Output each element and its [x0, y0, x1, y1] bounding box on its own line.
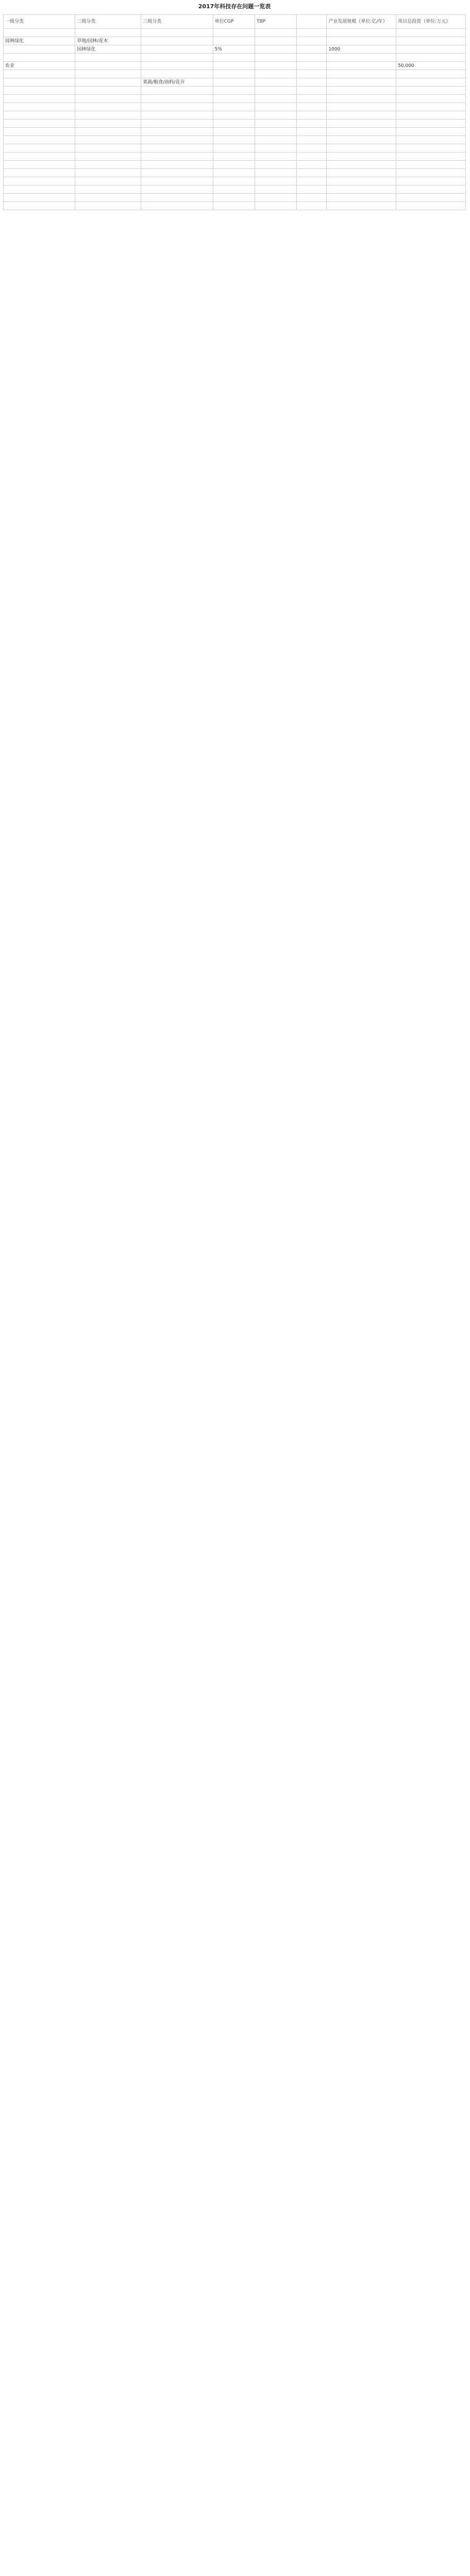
table-cell [396, 128, 466, 136]
table-cell [4, 95, 75, 103]
table-cell [4, 169, 75, 177]
table-cell [327, 29, 396, 37]
table-cell [4, 78, 75, 87]
table-cell [255, 37, 296, 45]
table-row [4, 177, 466, 185]
table-cell [141, 70, 213, 78]
table-cell [141, 95, 213, 103]
column-header [297, 15, 327, 29]
table-cell [4, 29, 75, 37]
table-cell [75, 78, 141, 87]
table-row [4, 169, 466, 177]
table-cell: 50,000 [396, 62, 466, 70]
table-cell [297, 161, 327, 169]
table-cell [141, 177, 213, 185]
table-cell [4, 136, 75, 144]
table-cell [327, 54, 396, 62]
table-row [4, 54, 466, 62]
table-cell [4, 87, 75, 95]
table-cell [4, 185, 75, 194]
document-title: 2017年科技存在问题一览表 [198, 3, 271, 10]
table-cell: 1000 [327, 45, 396, 54]
table-cell [327, 152, 396, 161]
table-cell [213, 161, 255, 169]
table-cell: 园林绿化 [4, 37, 75, 45]
table-cell [141, 194, 213, 202]
table-cell [141, 45, 213, 54]
table-cell [213, 87, 255, 95]
table-cell [213, 95, 255, 103]
table-cell [297, 111, 327, 120]
data-table [3, 14, 466, 210]
table-cell [4, 120, 75, 128]
table-cell [75, 144, 141, 152]
table-cell [213, 78, 255, 87]
table-cell [255, 87, 296, 95]
table-cell [141, 202, 213, 210]
table-cell [75, 136, 141, 144]
table-cell [4, 54, 75, 62]
table-cell [4, 161, 75, 169]
table-cell [255, 45, 296, 54]
table-cell [75, 169, 141, 177]
table-cell [141, 161, 213, 169]
table-row [4, 37, 466, 45]
column-header: 三级分类 [141, 15, 213, 29]
table-cell [213, 177, 255, 185]
table-cell [396, 87, 466, 95]
table-cell [297, 202, 327, 210]
table-cell [255, 120, 296, 128]
column-header: 单位CGP [213, 15, 255, 29]
table-cell [4, 45, 75, 54]
table-cell [255, 78, 296, 87]
table-cell [141, 29, 213, 37]
table-cell [4, 70, 75, 78]
table-cell [255, 103, 296, 111]
table-cell: 5% [213, 45, 255, 54]
table-cell [213, 103, 255, 111]
table-row [4, 136, 466, 144]
table-cell [75, 128, 141, 136]
table-cell [255, 62, 296, 70]
table-cell [396, 45, 466, 54]
table-cell [327, 169, 396, 177]
table-cell [75, 62, 141, 70]
table-cell [141, 169, 213, 177]
table-cell [75, 111, 141, 120]
table-cell [75, 185, 141, 194]
table-cell: 草地/园林/花木 [75, 37, 141, 45]
table-cell [396, 54, 466, 62]
table-cell [213, 202, 255, 210]
table-cell [255, 144, 296, 152]
table-cell [255, 202, 296, 210]
table-cell [213, 144, 255, 152]
table-cell [75, 152, 141, 161]
table-cell [297, 103, 327, 111]
table-cell [141, 37, 213, 45]
table-row [4, 128, 466, 136]
table-cell [213, 54, 255, 62]
table-cell [141, 111, 213, 120]
table-cell [396, 136, 466, 144]
table-cell [297, 194, 327, 202]
table-cell [396, 29, 466, 37]
column-header: TBP [255, 15, 296, 29]
table-cell [297, 128, 327, 136]
table-cell [75, 161, 141, 169]
table-cell [4, 103, 75, 111]
table-cell [396, 144, 466, 152]
table-cell [255, 136, 296, 144]
table-cell [255, 169, 296, 177]
table-cell [396, 152, 466, 161]
table-row [4, 29, 466, 37]
table-row [4, 111, 466, 120]
table-cell [75, 29, 141, 37]
table-cell [327, 87, 396, 95]
table-cell [75, 120, 141, 128]
table-row [4, 78, 466, 87]
table-cell [4, 194, 75, 202]
table-cell [327, 161, 396, 169]
table-cell [75, 54, 141, 62]
table-row [4, 144, 466, 152]
table-cell [141, 54, 213, 62]
table-cell [327, 103, 396, 111]
table-row [4, 70, 466, 78]
table-cell [213, 70, 255, 78]
table-cell [4, 111, 75, 120]
table-cell [4, 128, 75, 136]
table-cell [327, 95, 396, 103]
table-cell [255, 29, 296, 37]
document-page [3, 0, 466, 2576]
table-cell [396, 95, 466, 103]
table-cell [75, 103, 141, 111]
table-cell [297, 144, 327, 152]
table-cell [213, 169, 255, 177]
table-cell [213, 136, 255, 144]
table-row [4, 202, 466, 210]
table-cell [255, 185, 296, 194]
table-cell [4, 152, 75, 161]
table-cell [297, 177, 327, 185]
table-cell [396, 78, 466, 87]
table-cell [4, 144, 75, 152]
table-cell [4, 202, 75, 210]
table-cell [255, 95, 296, 103]
table-cell [141, 144, 213, 152]
table-cell [141, 120, 213, 128]
table-cell [297, 152, 327, 161]
table-cell [141, 136, 213, 144]
column-header: 产业发展规模（单位:亿/年） [327, 15, 396, 29]
table-row [4, 45, 466, 54]
table-cell [396, 120, 466, 128]
table-cell [396, 37, 466, 45]
table-cell [75, 202, 141, 210]
table-cell [255, 152, 296, 161]
table-cell [213, 62, 255, 70]
table-cell [141, 152, 213, 161]
table-cell [75, 177, 141, 185]
table-cell [141, 128, 213, 136]
table-cell [396, 169, 466, 177]
table-cell [75, 87, 141, 95]
table-cell [141, 185, 213, 194]
table-cell [213, 29, 255, 37]
table-cell [213, 185, 255, 194]
table-cell [4, 177, 75, 185]
table-cell [396, 194, 466, 202]
table-cell [327, 62, 396, 70]
table-cell [297, 70, 327, 78]
table-cell [213, 128, 255, 136]
table-cell [396, 103, 466, 111]
table-cell [327, 202, 396, 210]
table-cell [327, 37, 396, 45]
table-cell [141, 103, 213, 111]
table-row [4, 103, 466, 111]
table-cell [255, 128, 296, 136]
table-row [4, 87, 466, 95]
table-cell [327, 70, 396, 78]
table-cell [297, 87, 327, 95]
table-row [4, 194, 466, 202]
table-cell [396, 111, 466, 120]
table-cell [327, 111, 396, 120]
table-cell [75, 194, 141, 202]
table-cell [327, 128, 396, 136]
table-cell [297, 185, 327, 194]
table-cell [327, 185, 396, 194]
table-cell [396, 161, 466, 169]
table-cell [327, 144, 396, 152]
table-cell [327, 177, 396, 185]
table-cell [297, 29, 327, 37]
table-cell [141, 62, 213, 70]
table-cell [213, 194, 255, 202]
table-cell [297, 95, 327, 103]
table-cell [213, 111, 255, 120]
table-cell [327, 194, 396, 202]
table-cell [255, 177, 296, 185]
table-row [4, 62, 466, 70]
column-header: 项目总投资（单位:万元） [396, 15, 466, 29]
table-cell [297, 54, 327, 62]
table-cell [255, 161, 296, 169]
table-row [4, 161, 466, 169]
table-cell [297, 120, 327, 128]
table-cell [255, 70, 296, 78]
table-row [4, 120, 466, 128]
table-cell [213, 37, 255, 45]
table-cell [297, 37, 327, 45]
table-cell [297, 78, 327, 87]
column-header: 二级分类 [75, 15, 141, 29]
table-cell [213, 152, 255, 161]
table-cell [255, 194, 296, 202]
table-cell: 果蔬/粮食/油料/花卉 [141, 78, 213, 87]
table-cell [327, 120, 396, 128]
table-cell [75, 70, 141, 78]
table-cell [297, 45, 327, 54]
table-header-row [4, 15, 466, 29]
table-row [4, 95, 466, 103]
column-header: 一级分类 [4, 15, 75, 29]
table-cell [396, 70, 466, 78]
table-cell [297, 169, 327, 177]
table-cell [327, 136, 396, 144]
data-sheet [3, 14, 466, 210]
table-row [4, 152, 466, 161]
table-cell [213, 120, 255, 128]
table-cell [141, 87, 213, 95]
table-cell [255, 111, 296, 120]
table-cell: 园林绿化 [75, 45, 141, 54]
table-cell [396, 177, 466, 185]
table-cell [75, 95, 141, 103]
table-cell [396, 185, 466, 194]
table-cell [255, 54, 296, 62]
table-row [4, 185, 466, 194]
table-cell [297, 136, 327, 144]
table-cell: 农业 [4, 62, 75, 70]
table-cell [327, 78, 396, 87]
table-cell [396, 202, 466, 210]
table-cell [297, 62, 327, 70]
